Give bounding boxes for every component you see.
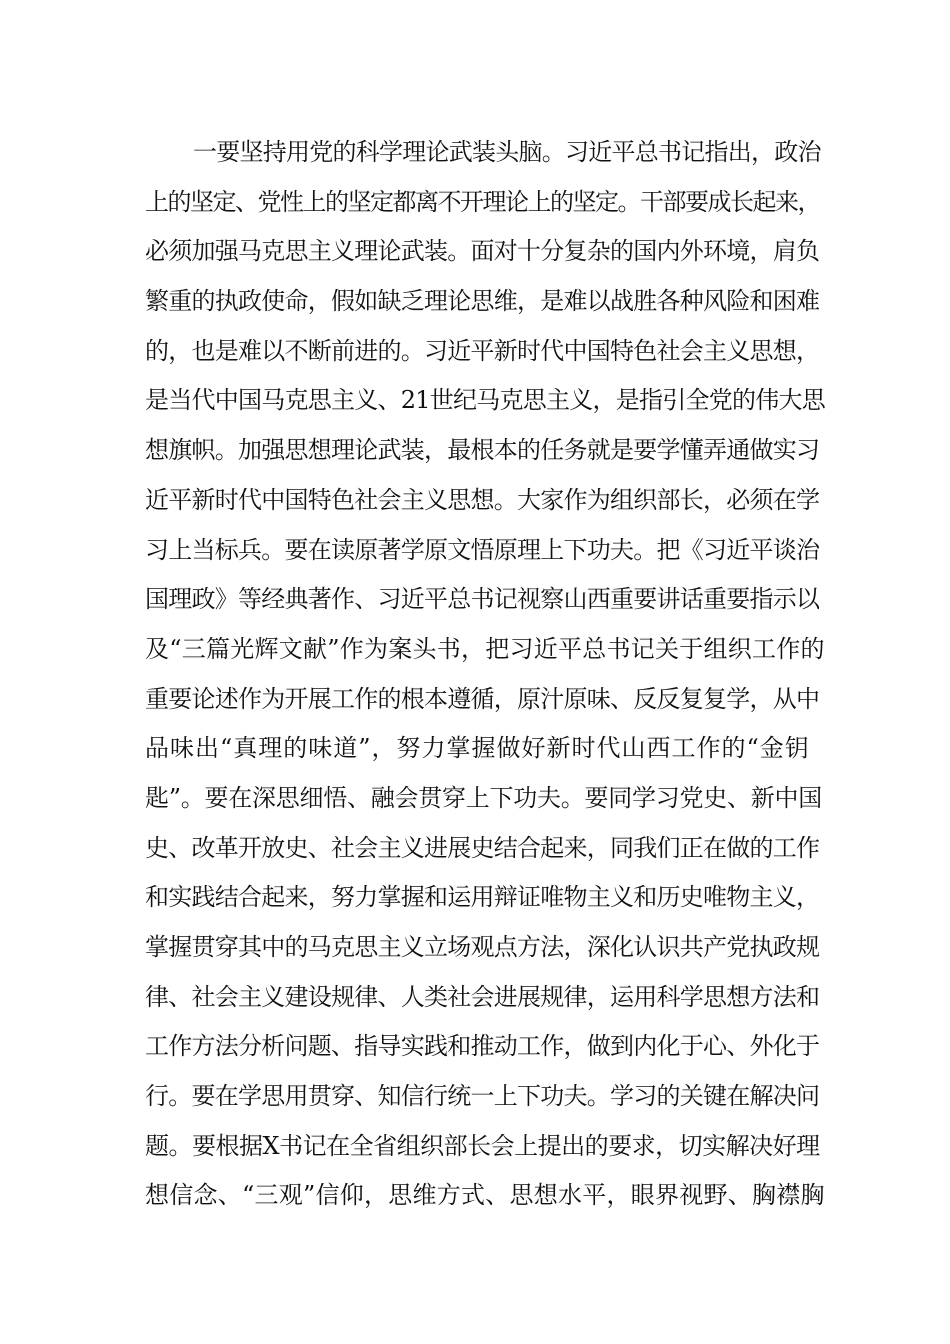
text-line: 掌握贯穿其中的马克思主义立场观点方法，深化认识共产党执政规 (145, 933, 820, 961)
text-line: 一要坚持用党的科学理论武装头脑。习近平总书记指出，政治 (193, 138, 821, 166)
text-line: 匙”。要在深思细悟、融会贯穿上下功夫。要同学习党史、新中国 (145, 783, 823, 812)
text-line: 必须加强马克思主义理论武装。面对十分复杂的国内外环境，肩负 (145, 237, 820, 266)
text-line: 繁重的执政使命，假如缺乏理论思维，是难以战胜各种风险和困难 (145, 287, 820, 316)
text-line: 题。要根据X书记在全省组织部长会上提出的要求，切实解决好理 (145, 1131, 820, 1160)
text-line: 近平新时代中国特色社会主义思想。大家作为组织部长，必须在学 (145, 485, 820, 514)
text-line: 行。要在学思用贯穿、知信行统一上下功夫。学习的关键在解决问 (145, 1082, 820, 1111)
text-line: 和实践结合起来，努力掌握和运用辩证唯物主义和历史唯物主义， (145, 883, 820, 912)
text-line: 及“三篇光辉文献”作为案头书，把习近平总书记关于组织工作的 (145, 634, 825, 663)
text-line: 习上当标兵。要在读原著学原文悟原理上下功夫。把《习近平谈治 (145, 535, 820, 564)
text-line: 的，也是难以不断前进的。习近平新时代中国特色社会主义思想， (145, 336, 820, 365)
text-line: 上的坚定、党性上的坚定都离不开理论上的坚定。干部要成长起来， (145, 187, 820, 216)
body-paragraph (145, 128, 825, 1221)
text-line: 是当代中国马克思主义、21世纪马克思主义，是指引全党的伟大思 (145, 386, 826, 415)
text-line: 律、社会主义建设规律、人类社会进展规律，运用科学思想方法和 (145, 982, 820, 1011)
text-line: 国理政》等经典著作、习近平总书记视察山西重要讲话重要指示以 (145, 585, 820, 614)
text-line: 工作方法分析问题、指导实践和推动工作，做到内化于心、外化于 (145, 1032, 820, 1061)
text-line: 重要论述作为开展工作的根本遵循，原汁原味、反反复复学，从中 (145, 684, 820, 713)
text-line: 想信念、“三观”信仰，思维方式、思想水平，眼界视野、胸襟胸 (145, 1181, 825, 1210)
text-line: 想旗帜。加强思想理论武装，最根本的任务就是要学懂弄通做实习 (145, 436, 820, 465)
text-line: 品味出“真理的味道”，努力掌握做好新时代山西工作的“金钥 (145, 734, 810, 763)
text-line: 史、改革开放史、社会主义进展史结合起来，同我们正在做的工作 (145, 833, 820, 862)
